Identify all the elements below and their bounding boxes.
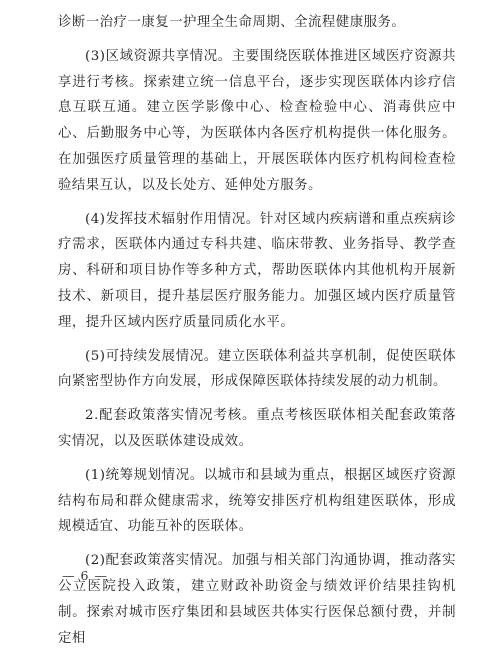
paragraph-overall-planning: (1)统筹规划情况。以城市和县域为重点，根据区域医疗资源结构布局和群众健康需求，统筹安排医疗机构组建医联体，形成规模适宜、功能互补的医联体。 bbox=[58, 467, 456, 535]
paragraph-supporting-policy: (2)配套政策落实情况。加强与相关部门沟通协调，推动落实公立医院投入政策，建立财政补助资金与绩效评价结果挂钩机制。探索对城市医疗集团和县域医共体实行医保总额付费，并制定相 bbox=[58, 553, 456, 646]
paragraph-resource-sharing: (3)区域资源共享情况。主要围绕医联体推进区域医疗资源共享进行考核。探索建立统一信息平台，逐步实现医联体内诊疗信息互联互通。建立医学影像中心、检查检验中心、消毒供应中心、后勤服务中心等，为医联体内各医疗机构提供一体化服务。在加强医疗质量管理的基础上，开展医联体内医疗机构间检查检验结果互认，以及长处方、延伸处方服务。 bbox=[58, 48, 456, 193]
paragraph-policy-assessment: 2.配套政策落实情况考核。重点考核医联体相关配套政策落实情况，以及医联体建设成效。 bbox=[58, 408, 456, 449]
paragraph-technical-radiation: (4)发挥技术辐射作用情况。针对区域内疾病谱和重点疾病诊疗需求，医联体内通过专科共建、临床带教、业务指导、教学查房、科研和项目协作等多种方式，帮助医联体内其他机构开展新技术、新项目，提升基层医疗服务能力。加强区域内医疗质量管理，提升区域内医疗质量同质化水平。 bbox=[58, 211, 456, 330]
paragraph-continuation: 诊断一治疗一康复一护理全生命周期、全流程健康服务。 bbox=[58, 15, 406, 30]
paragraph-sustainable-development: (5)可持续发展情况。建立医联体利益共享机制，促使医联体向紧密型协作方向发展，形成保障医联体持续发展的动力机制。 bbox=[58, 348, 456, 390]
page-number: — 6 — bbox=[62, 568, 108, 583]
